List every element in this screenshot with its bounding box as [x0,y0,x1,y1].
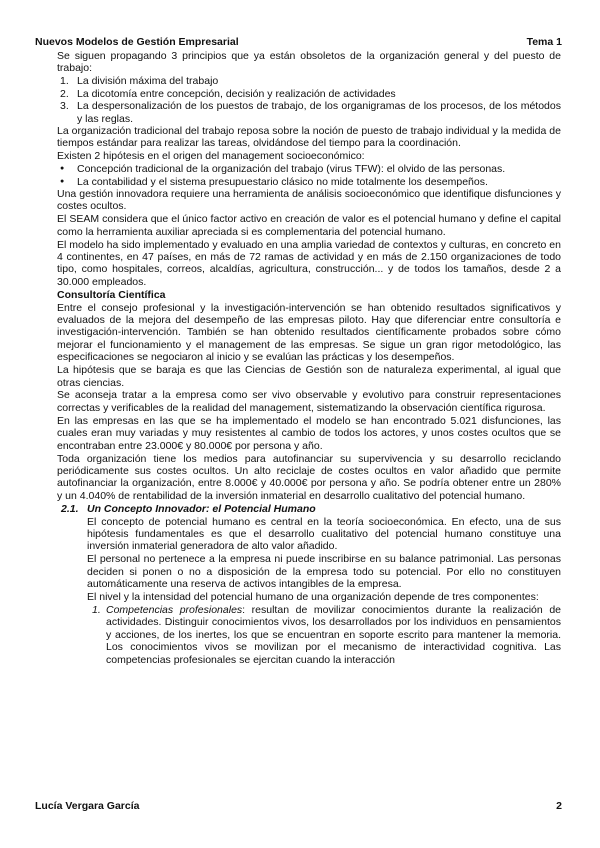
paragraph: Una gestión innovadora requiere una herramienta de análisis socioeconómico que identifique disfunciones y costes ocultos. [57,187,561,213]
paragraph: Existen 2 hipótesis en el origen del management socioeconómico: [57,150,365,163]
page-header [35,36,562,48]
list-item: ● Concepción tradicional de la organización del trabajo (virus TFW): el olvido de las personas. [57,163,561,175]
paragraph-intro: Se siguen propagando 3 principios que ya están obsoletos de la organización general y del puesto de trabajo: [57,50,561,75]
list-item: 2. La dicotomía entre concepción, decisión y realización de actividades [60,87,396,100]
page-body [57,50,561,666]
paragraph: El nivel y la intensidad del potencial humano de una organización depende de tres componentes: [87,590,539,603]
topic-label: Tema 1 [526,36,562,48]
author-name: Lucía Vergara García [35,800,140,812]
subsection-heading: 2.1. Un Concepto Innovador: el Potencial Humano [61,502,316,515]
paragraph: La hipótesis que se baraja es que las Ciencias de Gestión son de naturaleza experimental, al igual que otras ciencias. [57,364,561,389]
list-item: 1. La división máxima del trabajo [60,75,219,88]
page-number: 2 [556,800,562,812]
list-item: 3. La despersonalización de los puestos de trabajo, de los organigramas de los procesos, de los métodos y las reglas. [60,100,561,125]
document-title: Nuevos Modelos de Gestión Empresarial [35,36,239,48]
paragraph: El personal no pertenece a la empresa ni puede inscribirse en su balance patrimonial. Las personas deciden si ponen o no a disposición de la empresa todo su potencial. Por ello no constituyen automáticamente una reserva de activos intangibles de la empresa. [87,553,561,591]
paragraph: Entre el consejo profesional y la investigación-intervención se han obtenido resultados significativos y evaluados de la mejora del desempeño de las empresas piloto. Hay que diferenciar entre consultoría e investigación-intervención. También se han obtenido resultados científicamente probados sobre cómo mejorar el funcionamiento y el management de las empresas. Se sigue un gran rigor metodológico, las especificaciones se negociaron al inicio y se evalúan las prácticas y los desempeños. [57,301,561,364]
paragraph: El SEAM considera que el único factor activo en creación de valor es el potencial humano y define el capital como la herramienta auxiliar apreciada si es complementaria del potencial humano. [57,213,561,238]
paragraph: El modelo ha sido implementado y evaluado en una amplia variedad de contextos y culturas, en concreto en 4 continentes, en 47 países, en más de 72 ramas de actividad y en más de 2.150 organizaciones de todo tipo, como hospitales, correos, alcaldías, agricultura, construcción... y de todos los tamaños, desde 2 a 30.000 empleados. [57,238,561,288]
component-item: 1. Competencias profesionales: resultan de movilizar conocimientos durante la realización de actividades. Distinguir conocimientos vivos, los desarrollados por los individuos en pensamientos y acciones, de los inertes, los que se encuentran en soporte escrito para mantener la memoria. Los conocimientos vivos se movilizan por el mecanismo de interactividad cognitiva. Las competencias profesionales se ejercitan cuando la interacción [92,603,562,666]
list-item: ● La contabilidad y el sistema presupuestario clásico no mide totalmente los desempeños. [57,176,561,188]
principles-list [57,75,561,125]
section-heading: Consultoría Científica [57,288,166,301]
paragraph: La organización tradicional del trabajo reposa sobre la noción de puesto de trabajo individual y la medida de tiempos estándar para realizar las tareas, olvidándose del tiempo para la coordinación. [57,124,561,150]
page-footer [35,800,562,812]
paragraph: En las empresas en las que se ha implementado el modelo se han encontrado 5.021 disfunciones, las cuales eran muy variadas y muy resistentes al cambio de todos los actores, y unos costes ocultos que se encontraban entre 23.000€ y 80.000€ por persona y año. [57,414,561,452]
paragraph: Toda organización tiene los medios para autofinanciar su supervivencia y su desarrollo reciclando periódicamente sus costes ocultos. Un alto reciclaje de costes ocultos en valor añadido que permite autofinanciar la organización, entre 8.000€ y 40.000€ por persona y año. Se podría obtener entre un 280% y un 4.040% de rentabilidad de la inversión inmaterial en desarrollo cualitativo del potencial humano. [57,452,561,502]
paragraph: El concepto de potencial humano es central en la teoría socioeconómica. En efecto, una de sus hipótesis fundamentales es que el desarrollo cualitativo del potencial humano constituye una inversión inmaterial generadora de alto valor añadido. [87,515,561,553]
hypotheses-list [57,163,561,188]
paragraph: Se aconseja tratar a la empresa como ser vivo observable y evolutivo para construir representaciones correctas y verificables de la realidad del management, sistematizando la observación científica rigurosa. [57,389,561,414]
